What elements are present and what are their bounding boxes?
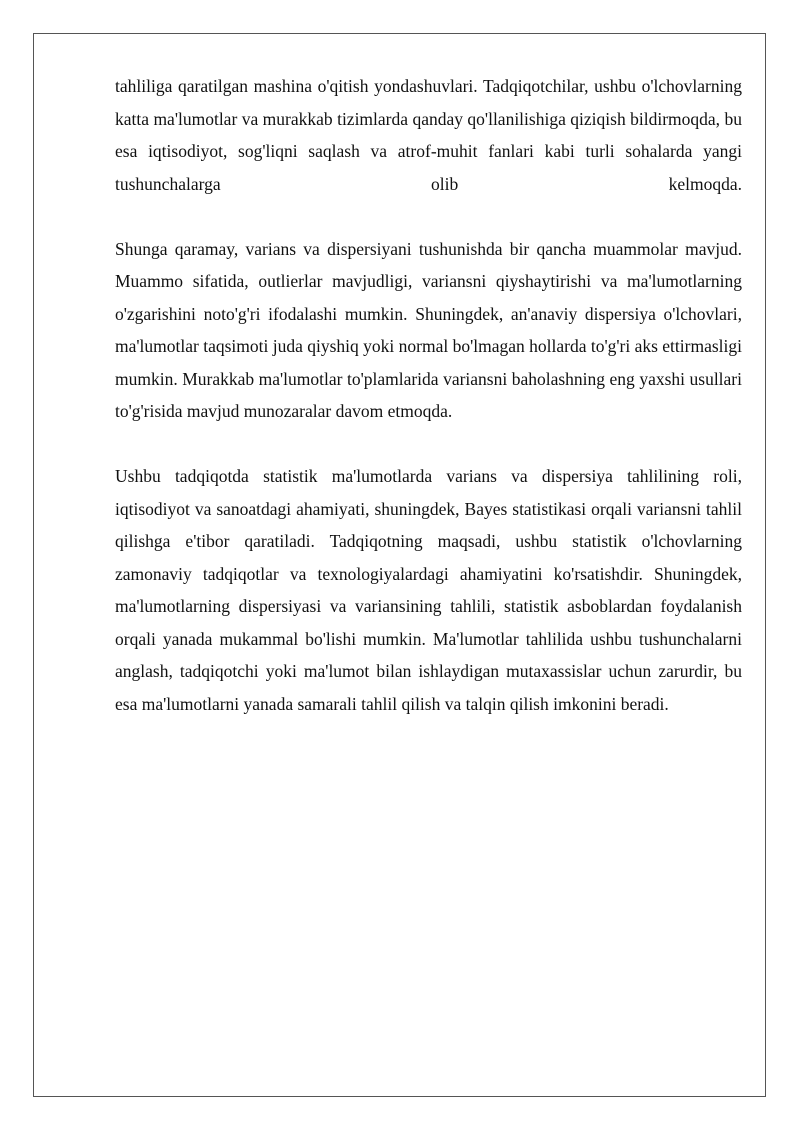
paragraph-3: Ushbu tadqiqotda statistik ma'lumotlarda varians va dispersiya tahlilining roli, iqtisodiyot va sanoatdagi ahamiyati, shuningdek, Bayes statistikasi orqali variansni tahlil qilishga e'tibor qaratiladi. Tadqiqotning maqsadi, ushbu statistik o'lchovlarning zamonaviy tadqiqotlar va texnologiyalardagi ahamiyatini ko'rsatishdir. Shuningdek, ma'lumotlarning dispersiyasi va variansining tahlili, statistik asboblardan foydalanish orqali yanada mukammal bo'lishi mumkin. Ma'lumotlar tahlilida ushbu tushunchalarni anglash, tadqiqotchi yoki ma'lumot bilan ishlaydigan mutaxassislar uchun zarurdir, bu esa ma'lumotlarni yanada samarali tahlil qilish va talqin qilish imkonini beradi. bbox=[115, 466, 742, 714]
document-body bbox=[115, 70, 742, 753]
paragraph-2: Shunga qaramay, varians va dispersiyani tushunishda bir qancha muammolar mavjud. Muammo sifatida, outlierlar mavjudligi, variansni qiyshaytirishi va ma'lumotlarning o'zgarishini noto'g'ri ifodalashi mumkin. Shuningdek, an'anaviy dispersiya o'lchovlari, ma'lumotlar taqsimoti juda qiyshiq yoki normal bo'lmagan hollarda to'g'ri aks ettirmasligi mumkin. Murakkab ma'lumotlar to'plamlarida variansni baholashning eng yaxshi usullari to'g'risida mavjud munozaralar davom etmoqda. bbox=[115, 238, 742, 421]
paragraph-1: tahliliga qaratilgan mashina o'qitish yondashuvlari. Tadqiqotchilar, ushbu o'lchovlarning katta ma'lumotlar va murakkab tizimlarda qanday qo'llanilishiga qiziqish bildirmoqda, bu esa iqtisodiyot, sog'liqni saqlash va atrof-muhit fanlari kabi turli sohalarda yangi tushunchalarga olib kelmoqda. bbox=[115, 76, 742, 194]
